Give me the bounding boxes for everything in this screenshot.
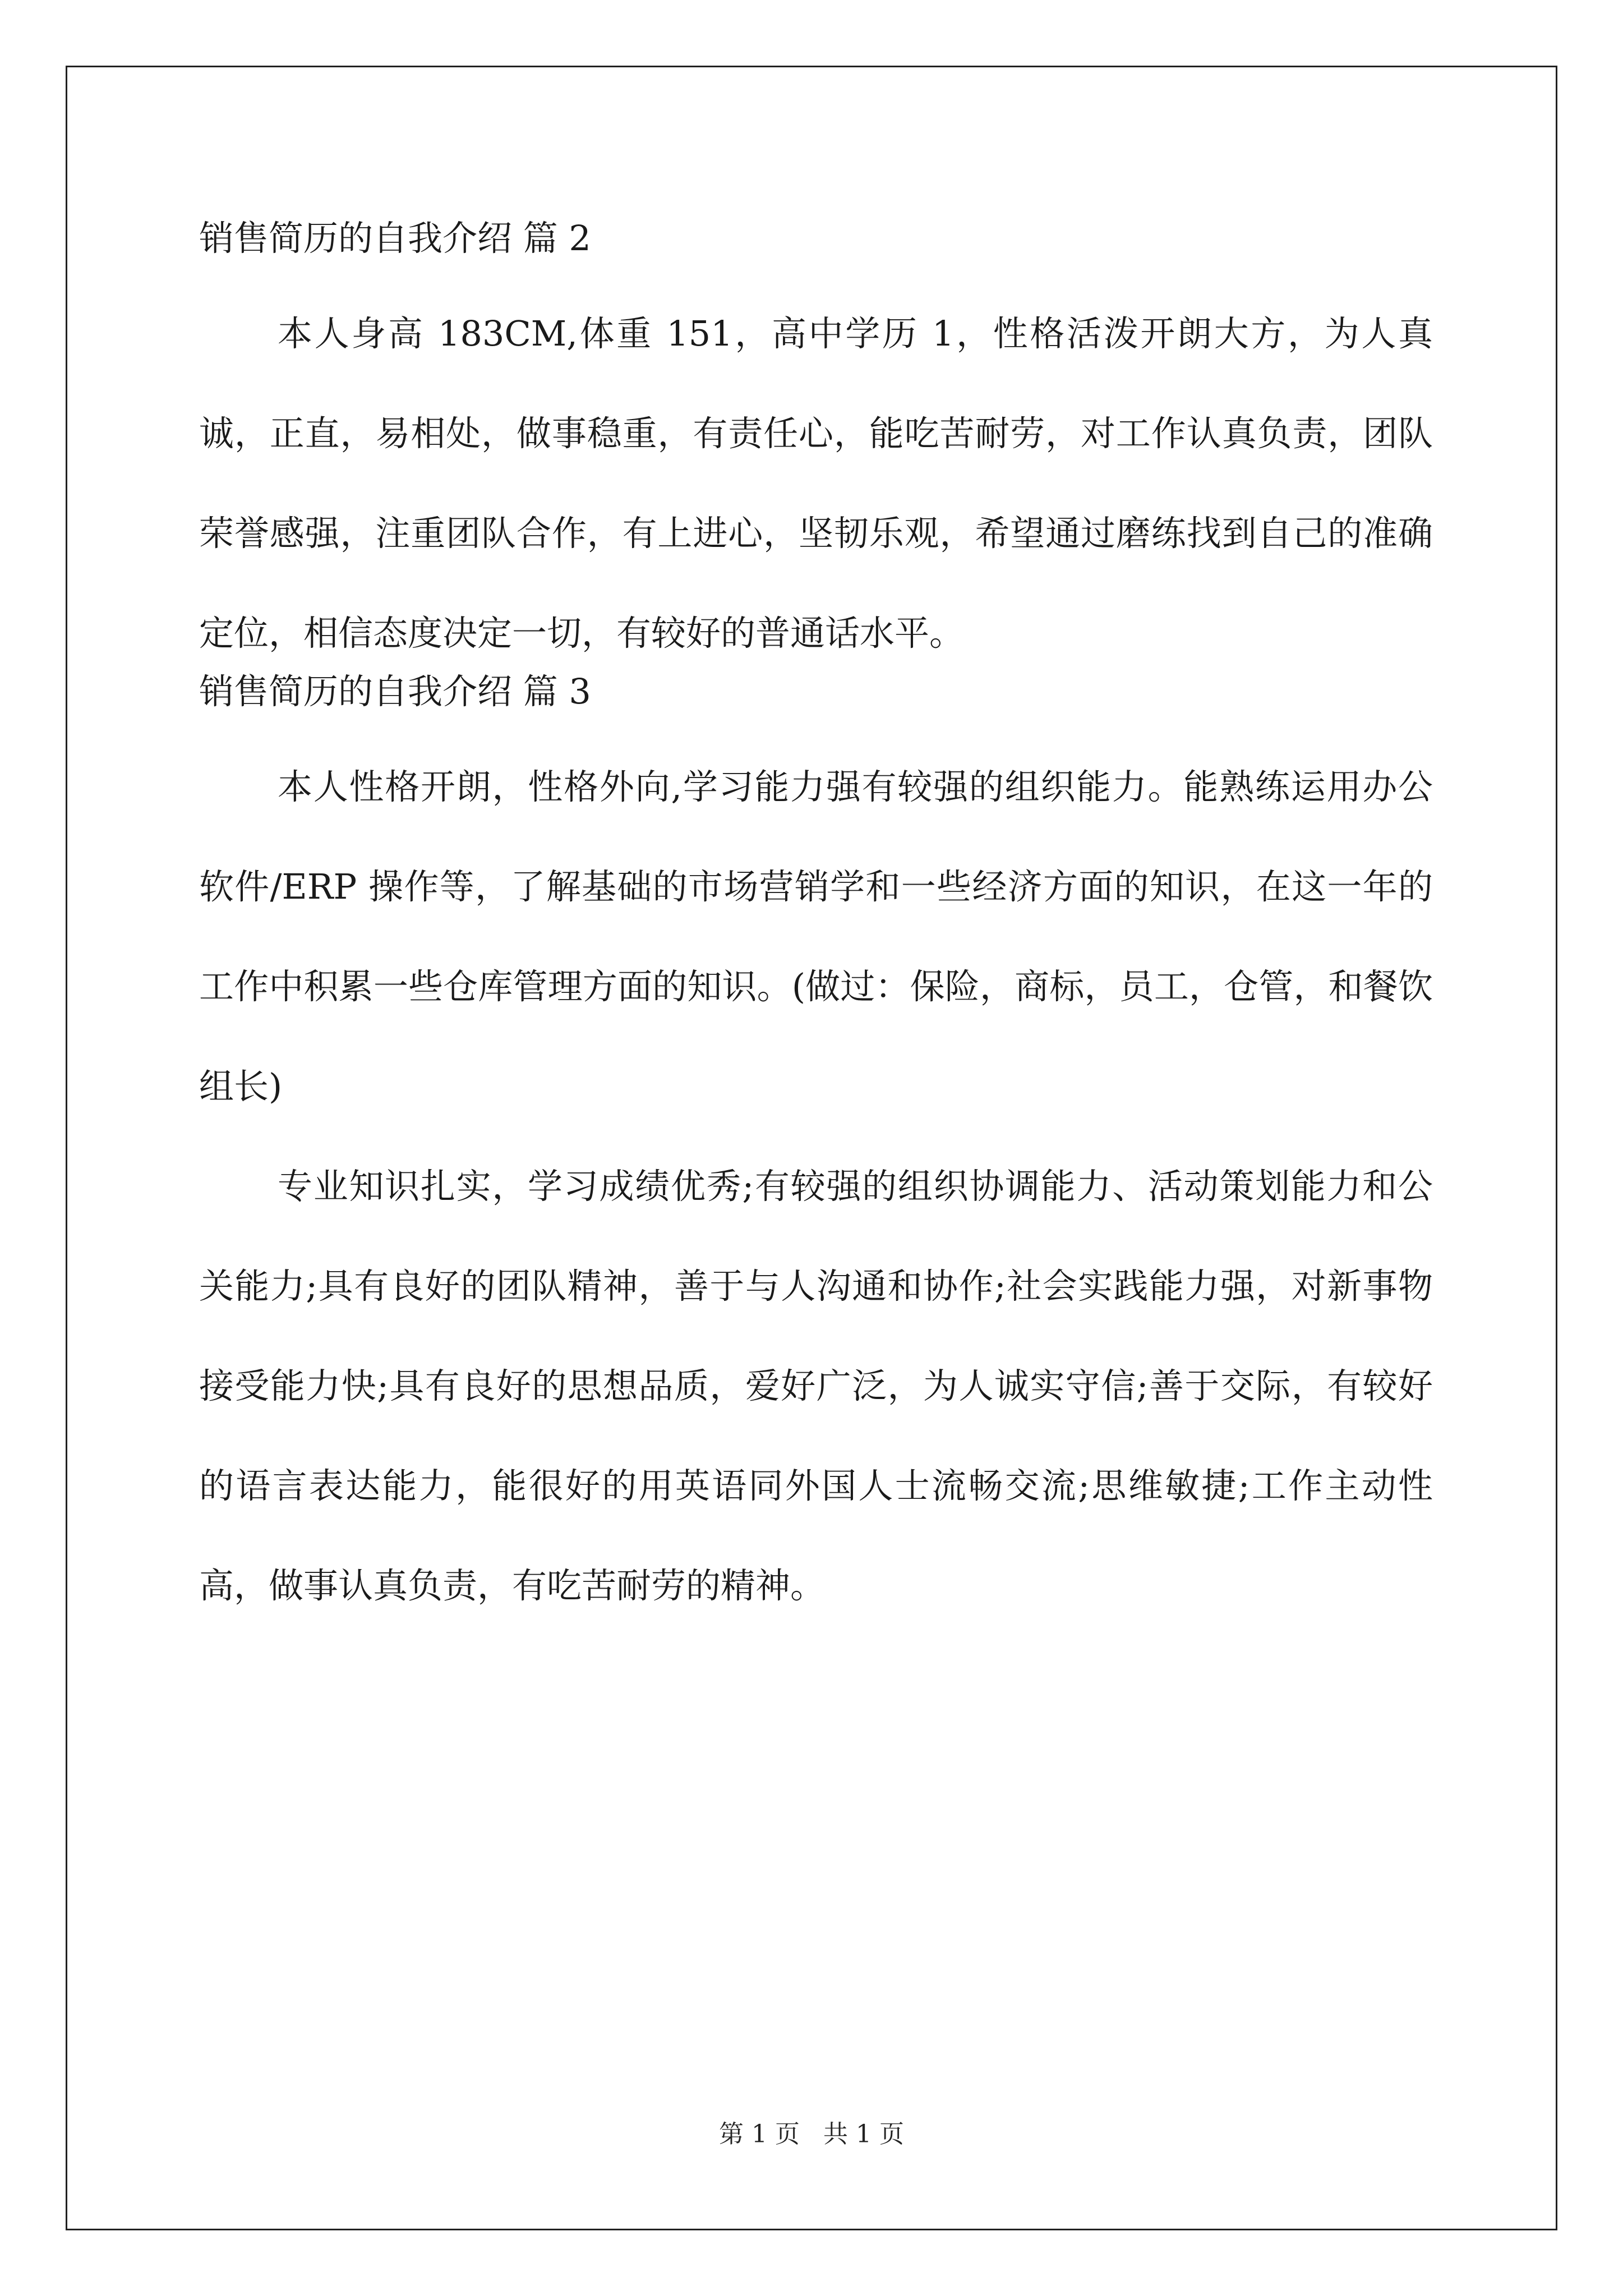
- paragraph: 本人身高 183CM,体重 151，高中学历 1，性格活泼开朗大方，为人真诚，正直，易相处，做事稳重，有责任心，能吃苦耐劳，对工作认真负责，团队荣誉感强，注重团队合作，有上进心，坚韧乐观，希望通过磨练找到自己的准确定位，相信态度决定一切，有较好的普通话水平。: [199, 313, 1433, 654]
- section-2: [199, 213, 1433, 683]
- page-total: 共 1 页: [823, 2120, 904, 2148]
- section-3: [199, 666, 1433, 1636]
- paragraph: 本人性格开朗，性格外向,学习能力强有较强的组织能力。能熟练运用办公软件/ERP 操作等，了解基础的市场营销学和一些经济方面的知识，在这一年的工作中积累一些仓库管理方面的知识。(做过：保险，商标，员工，仓管，和餐饮组长): [199, 766, 1433, 1107]
- page-number: 第 1 页: [719, 2120, 800, 2148]
- document-body: [199, 213, 1433, 1636]
- page-footer: [0, 2118, 1623, 2151]
- paragraph: 专业知识扎实，学习成绩优秀;有较强的组织协调能力、活动策划能力和公关能力;具有良好的团队精神，善于与人沟通和协作;社会实践能力强，对新事物接受能力快;具有良好的思想品质，爱好广泛，为人诚实守信;善于交际，有较好的语言表达能力，能很好的用英语同外国人士流畅交流;思维敏捷;工作主动性高，做事认真负责，有吃苦耐劳的精神。: [199, 1166, 1433, 1606]
- section-heading: 销售简历的自我介绍 篇 3: [199, 671, 591, 712]
- section-heading: 销售简历的自我介绍 篇 2: [199, 218, 591, 259]
